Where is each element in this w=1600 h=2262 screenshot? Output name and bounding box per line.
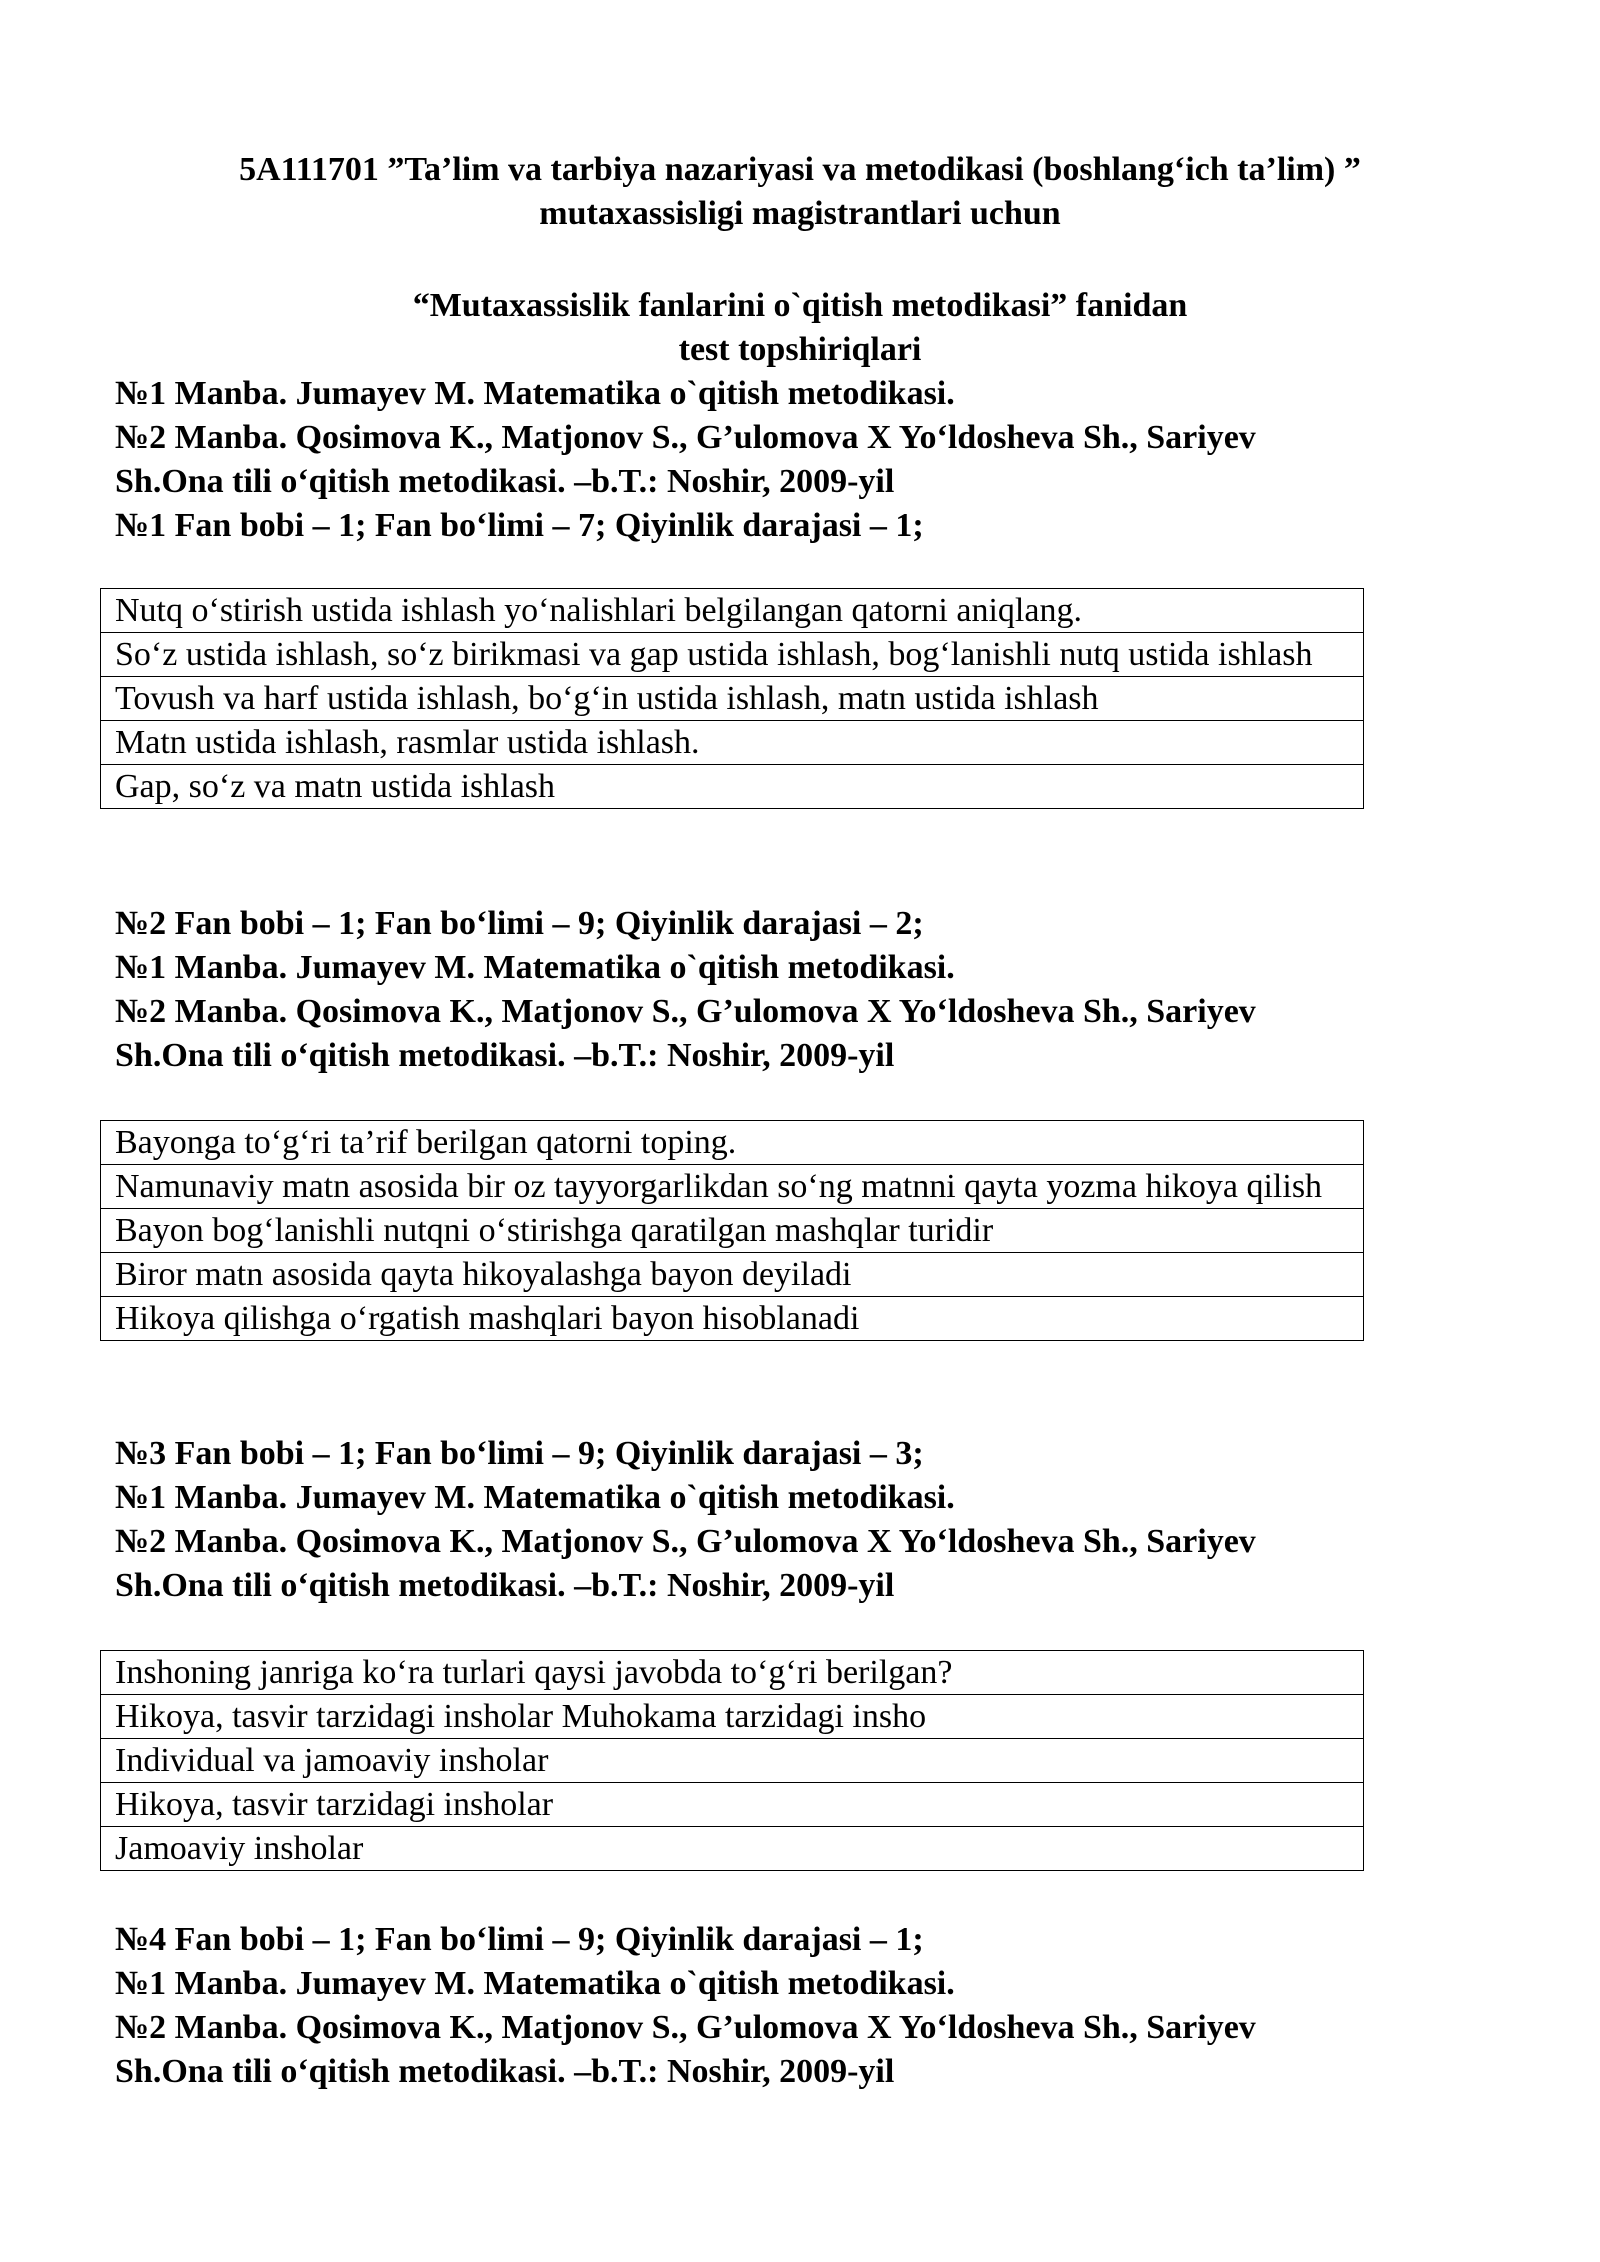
source-2: №2 Manba. Qosimova K., Matjonov S., G’ulomova X Yo‘ldosheva Sh., Sariyev bbox=[115, 2009, 1256, 2046]
question-text: Inshoning janriga ko‘ra turlari qaysi javobda to‘g‘ri berilgan? bbox=[101, 1651, 1364, 1695]
option-text: Biror matn asosida qayta hikoyalashga bayon deyiladi bbox=[101, 1253, 1364, 1297]
option-text: Hikoya, tasvir tarzidagi insholar Muhokama tarzidagi insho bbox=[101, 1695, 1364, 1739]
title-line-2: mutaxassisligi magistrantlari uchun bbox=[539, 195, 1061, 232]
question-meta: №1 Fan bobi – 1; Fan bo‘limi – 7; Qiyinlik darajasi – 1; bbox=[115, 507, 924, 544]
question-text: Nutq o‘stirish ustida ishlash yo‘nalishlari belgilangan qatorni aniqlang. bbox=[101, 589, 1364, 633]
question-3-header bbox=[115, 1432, 1415, 1608]
source-1: №1 Manba. Jumayev M. Matematika o`qitish metodikasi. bbox=[115, 1479, 955, 1516]
option-text: Individual va jamoaviy insholar bbox=[101, 1739, 1364, 1783]
option-row bbox=[101, 1253, 1364, 1297]
source-2: №2 Manba. Qosimova K., Matjonov S., G’ulomova X Yo‘ldosheva Sh., Sariyev bbox=[115, 419, 1256, 456]
option-text: Jamoaviy insholar bbox=[101, 1827, 1364, 1871]
document-title bbox=[100, 148, 1500, 236]
option-row bbox=[101, 1739, 1364, 1783]
question-1-table bbox=[100, 588, 1364, 809]
option-row bbox=[101, 1827, 1364, 1871]
option-text: Hikoya, tasvir tarzidagi insholar bbox=[101, 1783, 1364, 1827]
source-2-cont: Sh.Ona tili o‘qitish metodikasi. –b.T.: Noshir, 2009-yil bbox=[115, 1567, 895, 1604]
option-row bbox=[101, 633, 1364, 677]
option-row bbox=[101, 1297, 1364, 1341]
option-row bbox=[101, 1165, 1364, 1209]
option-row bbox=[101, 1783, 1364, 1827]
question-2-header bbox=[115, 902, 1415, 1078]
question-1-header bbox=[115, 372, 1415, 548]
source-2-cont: Sh.Ona tili o‘qitish metodikasi. –b.T.: Noshir, 2009-yil bbox=[115, 2053, 895, 2090]
option-row bbox=[101, 765, 1364, 809]
document-subtitle bbox=[100, 284, 1500, 372]
option-text: Tovush va harf ustida ishlash, bo‘g‘in ustida ishlash, matn ustida ishlash bbox=[101, 677, 1364, 721]
question-3-table bbox=[100, 1650, 1364, 1871]
source-1: №1 Manba. Jumayev M. Matematika o`qitish metodikasi. bbox=[115, 375, 955, 412]
source-2: №2 Manba. Qosimova K., Matjonov S., G’ulomova X Yo‘ldosheva Sh., Sariyev bbox=[115, 993, 1256, 1030]
option-row bbox=[101, 1695, 1364, 1739]
title-line-1: 5A111701 ”Ta’lim va tarbiya nazariyasi va metodikasi (boshlang‘ich ta’lim) ” bbox=[239, 151, 1361, 188]
question-text: Bayonga to‘g‘ri ta’rif berilgan qatorni toping. bbox=[101, 1121, 1364, 1165]
option-text: Hikoya qilishga o‘rgatish mashqlari bayon hisoblanadi bbox=[101, 1297, 1364, 1341]
subtitle-line-2: test topshiriqlari bbox=[678, 331, 922, 368]
subtitle-line-1: “Mutaxassislik fanlarini o`qitish metodikasi” fanidan bbox=[412, 287, 1188, 324]
option-text: Matn ustida ishlash, rasmlar ustida ishlash. bbox=[101, 721, 1364, 765]
option-text: Namunaviy matn asosida bir oz tayyorgarlikdan so‘ng matnni qayta yozma hikoya qilish bbox=[101, 1165, 1364, 1209]
question-4-header bbox=[115, 1918, 1415, 2094]
source-1: №1 Manba. Jumayev M. Matematika o`qitish metodikasi. bbox=[115, 949, 955, 986]
question-row bbox=[101, 1651, 1364, 1695]
question-2-table bbox=[100, 1120, 1364, 1341]
source-2-cont: Sh.Ona tili o‘qitish metodikasi. –b.T.: Noshir, 2009-yil bbox=[115, 1037, 895, 1074]
option-text: Bayon bog‘lanishli nutqni o‘stirishga qaratilgan mashqlar turidir bbox=[101, 1209, 1364, 1253]
question-meta: №3 Fan bobi – 1; Fan bo‘limi – 9; Qiyinlik darajasi – 3; bbox=[115, 1435, 924, 1472]
option-text: So‘z ustida ishlash, so‘z birikmasi va gap ustida ishlash, bog‘lanishli nutq ustida ishlash bbox=[101, 633, 1364, 677]
question-row bbox=[101, 1121, 1364, 1165]
option-row bbox=[101, 677, 1364, 721]
option-row bbox=[101, 721, 1364, 765]
question-meta: №4 Fan bobi – 1; Fan bo‘limi – 9; Qiyinlik darajasi – 1; bbox=[115, 1921, 924, 1958]
source-1: №1 Manba. Jumayev M. Matematika o`qitish metodikasi. bbox=[115, 1965, 955, 2002]
option-row bbox=[101, 1209, 1364, 1253]
question-meta: №2 Fan bobi – 1; Fan bo‘limi – 9; Qiyinlik darajasi – 2; bbox=[115, 905, 924, 942]
question-row bbox=[101, 589, 1364, 633]
source-2: №2 Manba. Qosimova K., Matjonov S., G’ulomova X Yo‘ldosheva Sh., Sariyev bbox=[115, 1523, 1256, 1560]
source-2-cont: Sh.Ona tili o‘qitish metodikasi. –b.T.: Noshir, 2009-yil bbox=[115, 463, 895, 500]
option-text: Gap, so‘z va matn ustida ishlash bbox=[101, 765, 1364, 809]
